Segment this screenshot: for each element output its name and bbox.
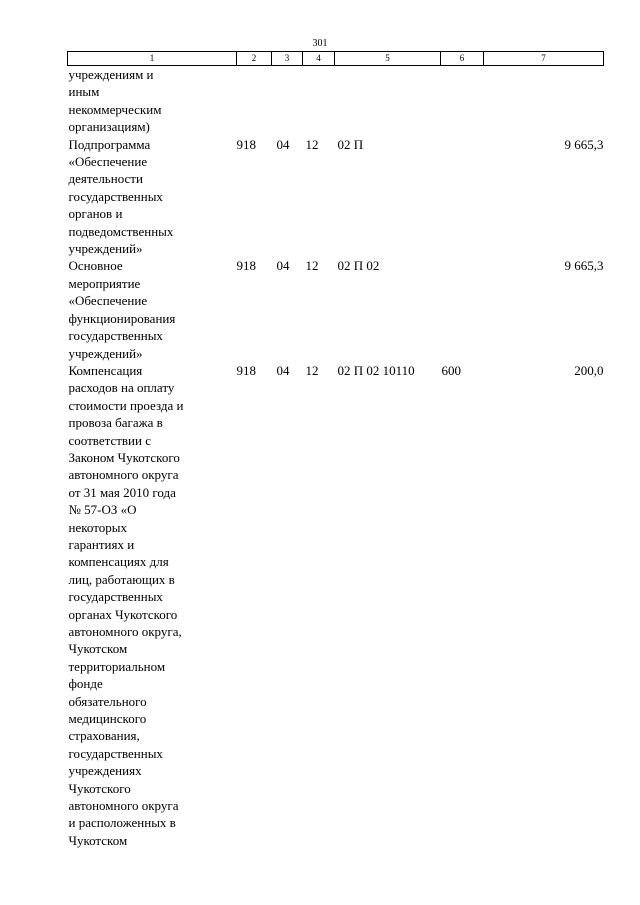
expense-type-code: 600 <box>441 362 461 378</box>
subsection-code: 12 <box>305 362 319 378</box>
row-name-line: Компенсация <box>68 362 143 378</box>
amount-value: 9 665,3 <box>564 258 604 274</box>
row-name-line: органах Чукотского <box>68 606 178 622</box>
row-name-line: гарантиях и <box>68 536 135 552</box>
row-name-line: деятельности <box>68 171 143 187</box>
row-name-line: Законом Чукотского <box>68 449 180 465</box>
column-header-3: 3 <box>272 52 303 66</box>
target-article-code: 02 П 02 <box>337 258 380 274</box>
row-name-line: некоммерческим <box>68 101 162 117</box>
row-name-line: иным <box>68 84 100 100</box>
row-name-line: государственных <box>68 745 163 761</box>
column-header-2: 2 <box>237 52 272 66</box>
row-name-line: учреждениям и <box>68 67 154 82</box>
row-name-line: функционирования <box>68 310 176 326</box>
expense-type-code <box>441 257 484 361</box>
row-name-line: Чукотского <box>68 780 131 796</box>
row-name-line: от 31 мая 2010 года <box>68 484 176 500</box>
row-name-line: медицинского <box>68 711 147 727</box>
row-name-line: учреждений» <box>68 345 143 361</box>
expense-type-code <box>441 136 484 258</box>
table-body <box>68 66 604 850</box>
row-name-line: компенсациях для <box>68 554 169 570</box>
section-code: 04 <box>276 362 290 378</box>
section-code: 04 <box>276 136 290 152</box>
grbs-code <box>237 66 272 136</box>
row-name-line: № 57-ОЗ «О <box>68 502 137 518</box>
row-name-line: расходов на оплату <box>68 380 175 396</box>
amount-value: 9 665,3 <box>564 136 604 152</box>
row-name-line: учреждений» <box>68 241 143 257</box>
column-number-header-row <box>68 52 604 66</box>
row-name-line: автономного округа <box>68 467 179 483</box>
target-article-code: 02 П <box>337 136 364 152</box>
subsection-code: 12 <box>305 136 319 152</box>
grbs-code: 918 <box>236 362 256 378</box>
row-name-line: государственных <box>68 589 163 605</box>
row-name-line: некоторых <box>68 519 127 535</box>
row-name-line: Основное <box>68 258 123 274</box>
row-name-line: лиц, работающих в <box>68 571 175 587</box>
row-name-line: органов и <box>68 206 123 222</box>
section-code <box>272 66 303 136</box>
target-article-code: 02 П 02 10110 <box>337 362 415 378</box>
row-name-cell <box>68 362 237 849</box>
page-number: 301 <box>312 38 328 49</box>
row-name-line: Чукотском <box>68 832 128 848</box>
row-name-line: страхования, <box>68 728 140 744</box>
row-name-line: Чукотском <box>68 641 128 657</box>
subsection-code <box>303 66 335 136</box>
column-header-4: 4 <box>303 52 335 66</box>
row-name-line: организациям) <box>68 119 150 135</box>
table-row <box>68 66 604 136</box>
row-name-line: территориальном <box>68 658 166 674</box>
row-name-line: соответствии с <box>68 432 151 448</box>
row-name-line: обязательного <box>68 693 147 709</box>
subsection-code: 12 <box>305 258 319 274</box>
grbs-code: 918 <box>236 258 256 274</box>
row-name-line: автономного округа, <box>68 624 182 639</box>
row-name-line: подведомственных <box>68 223 174 239</box>
target-article-code <box>335 66 441 136</box>
table-row <box>68 257 604 361</box>
row-name-line: провоза багажа в <box>68 415 163 431</box>
row-name-line: мероприятие <box>68 275 141 291</box>
table-row <box>68 362 604 849</box>
row-name-line: «Обеспечение <box>68 293 148 309</box>
expense-type-code <box>441 66 484 136</box>
amount-value: 200,0 <box>574 362 604 378</box>
amount-value <box>484 66 604 136</box>
row-name-line: автономного округа <box>68 798 179 814</box>
row-name-line: «Обеспечение <box>68 154 148 170</box>
row-name-line: Подпрограмма <box>68 136 151 152</box>
row-name-line: стоимости проезда и <box>68 397 184 413</box>
column-header-5: 5 <box>335 52 441 66</box>
row-name-line: фонде <box>68 676 103 692</box>
budget-table <box>67 51 604 849</box>
row-name-cell <box>68 136 237 258</box>
row-name-cell <box>68 257 237 361</box>
table-row <box>68 136 604 258</box>
section-code: 04 <box>276 258 290 274</box>
column-header-7: 7 <box>484 52 604 66</box>
row-name-cell <box>68 66 237 136</box>
row-name-line: учреждениях <box>68 763 142 779</box>
row-name-line: государственных <box>68 328 163 344</box>
row-name-line: государственных <box>68 188 163 204</box>
column-header-1: 1 <box>68 52 237 66</box>
column-header-6: 6 <box>441 52 484 66</box>
grbs-code: 918 <box>236 136 256 152</box>
row-name-line: и расположенных в <box>68 815 176 831</box>
